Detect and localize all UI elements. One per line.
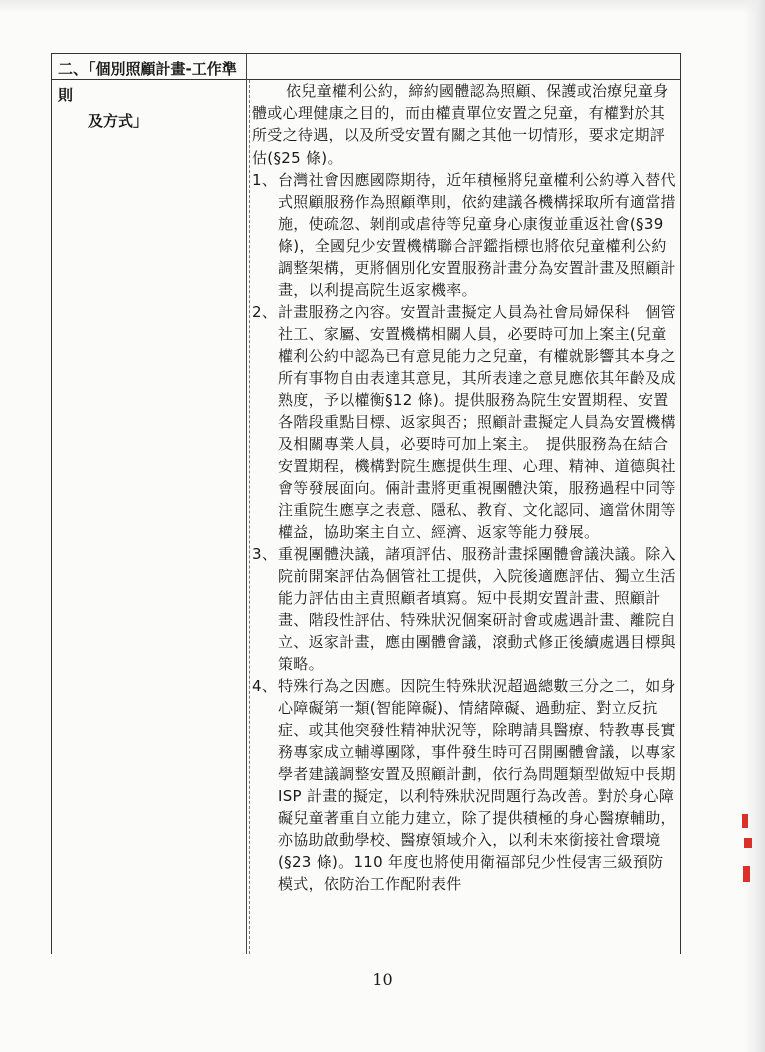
list-item-text: 計畫服務之內容。安置計畫擬定人員為社會局婦保科 個管社工、家屬、安置機構相關人員，必要時可加上案主(兒童權利公約中認為已有意見能力之兒童，有權就影響其本身之所有事物自由表達其意見，其所表達之意見應依其年齡及成熟度，予以權衡§12 條)。提供服務為院生安置期程、安置各階段重點目標、返家與否；照顧計畫擬定人員為安置機構及相關專業人員，必要時可加上案主。 提供服務為在結合安置期程，機構對院生應提供生理、心理、精神、道德與社會等發展面向。倆計畫將更重視團體決策，服務過程中同等注重院生應享之表意、隱私、教育、文化認同、適當休閒等權益，協助案主自立、經濟、返家等能力發展。 bbox=[278, 302, 676, 541]
list-item-text: 特殊行為之因應。因院生特殊狀況超過總數三分之二，如身心障礙第一類(智能障礙)、情緒障礙、過動症、對立反抗症、或其他突發性精神狀況等，除聘請具醫療、特教專長實務專家成立輔導團隊，事件發生時可召開團體會議，以專家學者建議調整安置及照顧計劃，依行為問題類型做短中長期 ISP 計畫的擬定，以利特殊狀況問題行為改善。對於身心障礙兒童著重自立能力建立，除了提供積極的身心醫療輔助，亦協助啟動學校、醫療領域介入，以利未來銜接社會環境(§23 條)。110 年度也將使用衛福部兒少性侵害三級預防模式，依防治工作配附表件 bbox=[278, 676, 676, 893]
red-stamp-fragment bbox=[740, 808, 754, 888]
list-item-number: 2、 bbox=[252, 302, 278, 321]
section-heading bbox=[58, 56, 244, 134]
scan-edge-top bbox=[0, 0, 765, 14]
list-item-number: 1、 bbox=[252, 170, 278, 189]
section-content bbox=[248, 80, 680, 895]
list-item bbox=[248, 543, 680, 675]
document-table bbox=[51, 53, 681, 954]
list-item-text: 重視團體決議，諸項評估、服務計畫採團體會議決議。除入院前開案評估為個管社工提供，入院後適應評估、獨立生活能力評估由主責照顧者填寫。短中長期安置計畫、照顧計畫、階段性評估、特殊狀況個案研討會或處遇計畫、離院自立、返家計畫，應由團體會議，滾動式修正後續處遇目標與策略。 bbox=[278, 544, 676, 673]
intro-paragraph: 依兒童權利公約，締約國體認為照顧、保護或治療兒童身體或心理健康之目的，而由權責單位安置之兒童，有權對於其所受之待遇，以及所受安置有關之其他一切情形，要求定期評估(§25 條)。 bbox=[252, 82, 669, 167]
list-item-text: 台灣社會因應國際期待，近年積極將兒童權利公約導入替代式照顧服務作為照顧準則，依約建議各機構採取所有適當措施，使疏忽、剝削或虐待等兒童身心康復並重返社會(§39 條)，全國兒少安置機構聯合評鑑指標也將依兒童權利公約調整架構，更將個別化安置服務計畫分為安置計畫及照顧計畫，以利提高院生返家機率。 bbox=[278, 170, 676, 299]
list-item bbox=[248, 169, 680, 301]
list-item-number: 3、 bbox=[252, 544, 278, 563]
list-item-number: 4、 bbox=[252, 676, 278, 695]
scan-edge-right bbox=[745, 0, 765, 1052]
section-heading-line1: 二、「個別照顧計畫-工作準則 bbox=[58, 60, 237, 104]
page-number: 10 bbox=[372, 970, 393, 989]
table-column-divider bbox=[246, 54, 247, 954]
list-item bbox=[248, 301, 680, 543]
list-item bbox=[248, 675, 680, 895]
section-heading-line2: 及方式」 bbox=[88, 112, 149, 130]
